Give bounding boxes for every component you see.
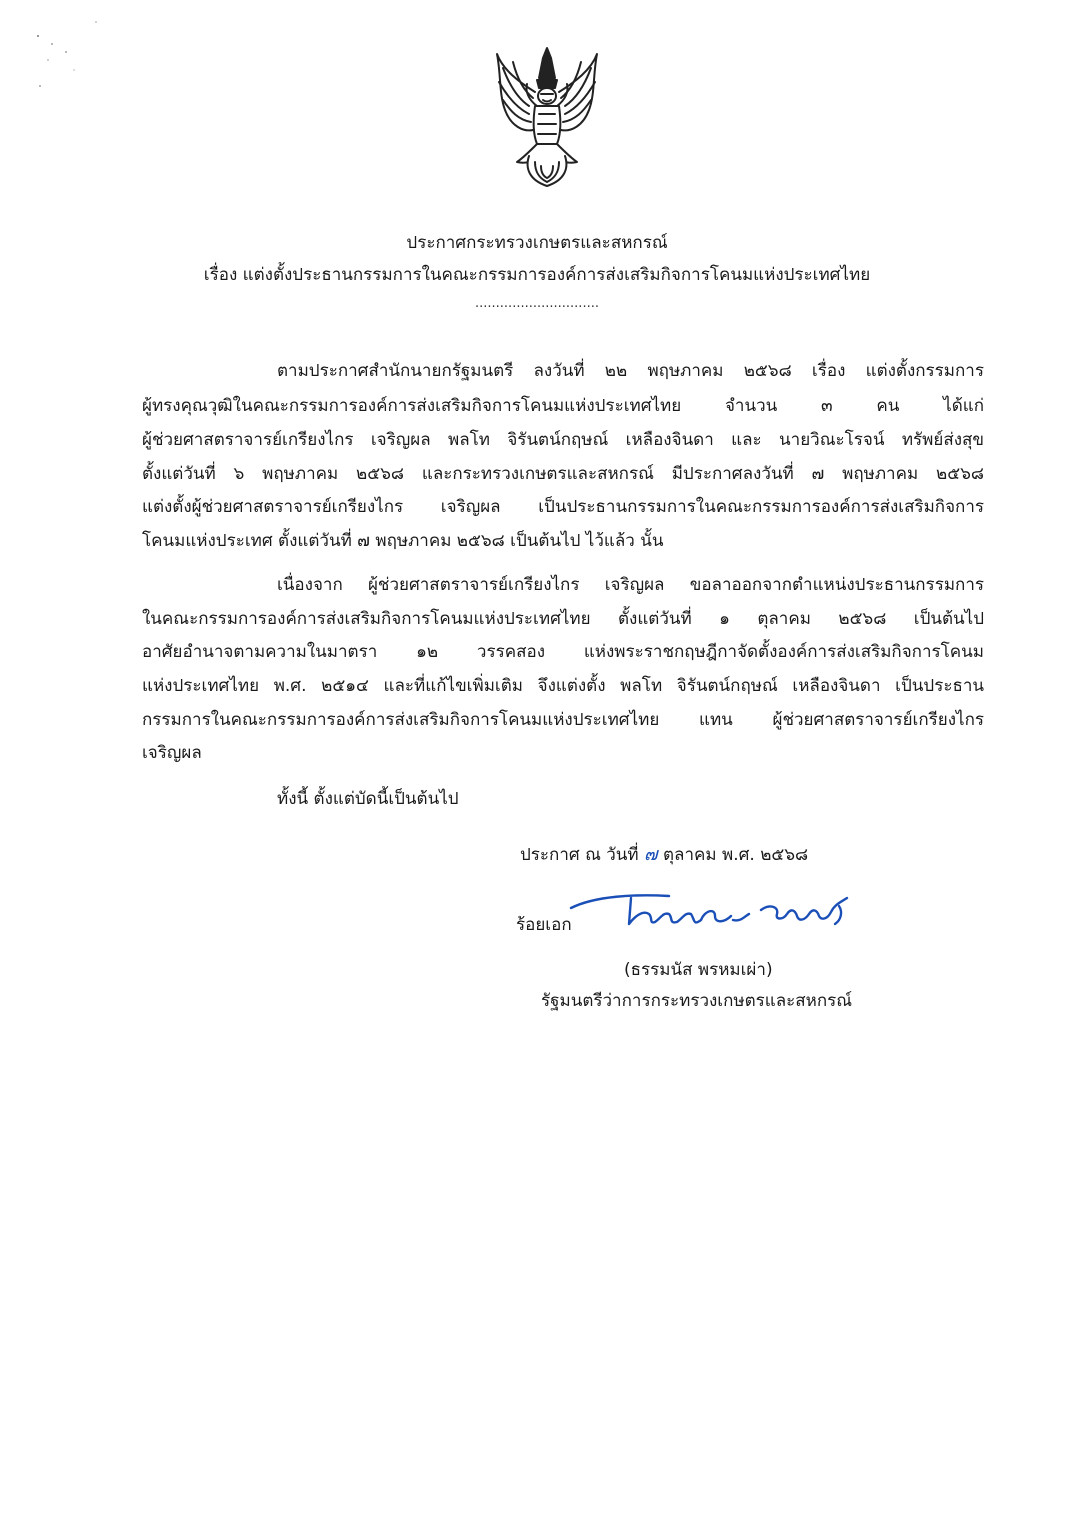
announcement-date [520, 840, 808, 870]
paragraph-1-line: แต่งตั้งผู้ช่วยศาสตราจารย์เกรียงไกร เจริญผล เป็นประธานกรรมการในคณะกรรมการองค์การส่งเสริมกิจการ [142, 497, 984, 517]
closing-statement: ทั้งนี้ ตั้งแต่บัดนี้เป็นต้นไป [277, 789, 459, 809]
scan-specks [30, 0, 120, 100]
document-title: ประกาศกระทรวงเกษตรและสหกรณ์ [406, 233, 668, 253]
announce-suffix: ตุลาคม พ.ศ. ๒๕๖๘ [663, 845, 809, 865]
paragraph-1-line: ตั้งแต่วันที่ ๖ พฤษภาคม ๒๕๖๘ และกระทรวงเกษตรและสหกรณ์ มีประกาศลงวันที่ ๗ พฤษภาคม ๒๕๖๘ [142, 464, 984, 484]
document-subject: เรื่อง แต่งตั้งประธานกรรมการในคณะกรรมการองค์การส่งเสริมกิจการโคนมแห่งประเทศไทย [203, 265, 871, 285]
title-separator: .............................. [475, 296, 599, 311]
paragraph-1-line: ผู้ช่วยศาสตราจารย์เกรียงไกร เจริญผล พลโท จิรันตน์กฤษณ์ เหลืองจินดา และ นายวิณะโรจน์ ทรัพย์ส่งสุข [142, 430, 984, 450]
signer-position: รัฐมนตรีว่าการกระทรวงเกษตรและสหกรณ์ [541, 991, 853, 1011]
garuda-emblem-icon [489, 44, 605, 190]
signer-name: (ธรรมนัส พรหมเผ่า) [624, 960, 773, 980]
signature-icon [565, 880, 865, 940]
paragraph-2-line: แห่งประเทศไทย พ.ศ. ๒๕๑๔ และที่แก้ไขเพิ่มเติม จึงแต่งตั้ง พลโท จิรันตน์กฤษณ์ เหลืองจินดา เป็นประธาน [142, 676, 984, 696]
paragraph-2-line: เนื่องจาก ผู้ช่วยศาสตราจารย์เกรียงไกร เจริญผล ขอลาออกจากตำแหน่งประธานกรรมการ [277, 575, 984, 595]
announce-prefix: ประกาศ ณ วันที่ [520, 845, 639, 865]
paragraph-2-line: กรรมการในคณะกรรมการองค์การส่งเสริมกิจการโคนมแห่งประเทศไทย แทน ผู้ช่วยศาสตราจารย์เกรียงไกร [142, 710, 984, 730]
signer-rank: ร้อยเอก [516, 915, 572, 935]
paragraph-2-line: ในคณะกรรมการองค์การส่งเสริมกิจการโคนมแห่งประเทศไทย ตั้งแต่วันที่ ๑ ตุลาคม ๒๕๖๘ เป็นต้นไป [142, 609, 984, 629]
paragraph-1-line: ผู้ทรงคุณวุฒิในคณะกรรมการองค์การส่งเสริมกิจการโคนมแห่งประเทศไทย จำนวน ๓ คน ได้แก่ [142, 396, 984, 416]
paragraph-2-line: เจริญผล [142, 743, 202, 763]
announce-day: ๗ [644, 844, 658, 865]
paragraph-2-line: อาศัยอำนาจตามความในมาตรา ๑๒ วรรคสอง แห่งพระราชกฤษฎีกาจัดตั้งองค์การส่งเสริมกิจการโคนม [142, 642, 984, 662]
paragraph-1-line: โคนมแห่งประเทศ ตั้งแต่วันที่ ๗ พฤษภาคม ๒๕๖๘ เป็นต้นไป ไว้แล้ว นั้น [142, 531, 664, 551]
paragraph-1-line: ตามประกาศสำนักนายกรัฐมนตรี ลงวันที่ ๒๒ พฤษภาคม ๒๕๖๘ เรื่อง แต่งตั้งกรรมการ [277, 361, 984, 381]
